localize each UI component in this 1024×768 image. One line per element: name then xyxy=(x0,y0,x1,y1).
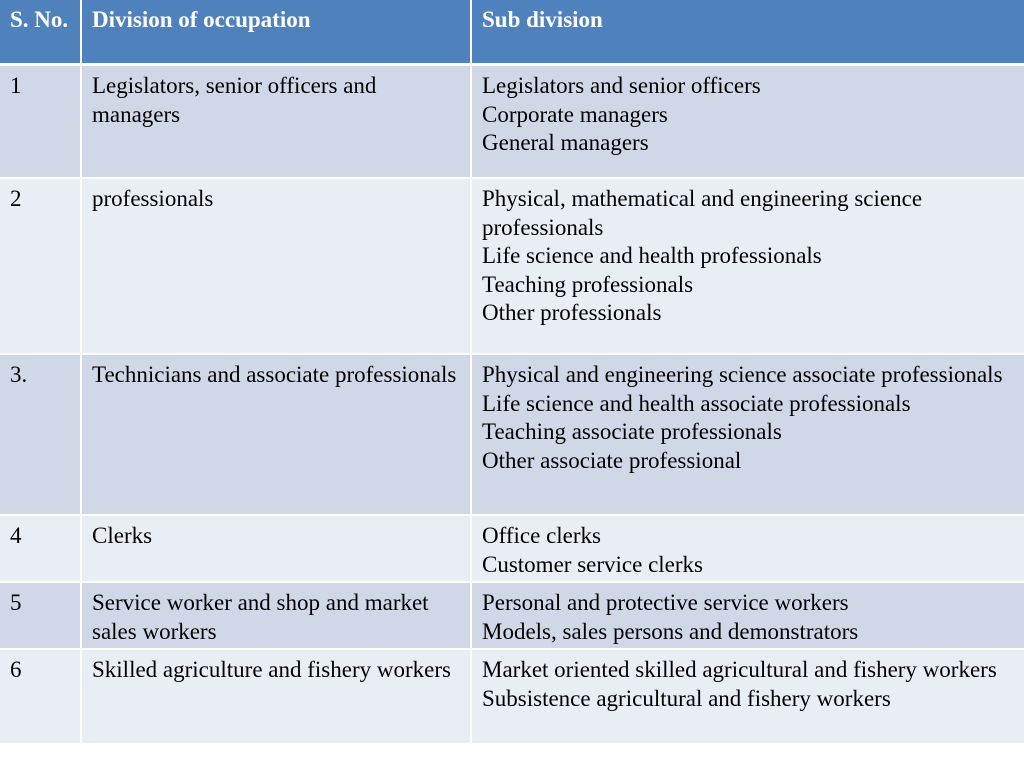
row-3-sno: 3. xyxy=(0,355,82,516)
row-3-division: Technicians and associate professionals xyxy=(82,355,472,516)
row-3-subdivision xyxy=(472,355,1024,516)
row-1-sno: 1 xyxy=(0,66,82,179)
subdivision-item: Office clerks xyxy=(482,523,601,548)
header-division: Division of occupation xyxy=(82,0,472,66)
row-6-sno: 6 xyxy=(0,650,82,745)
header-subdivision: Sub division xyxy=(472,0,1024,66)
row-6-subdivision xyxy=(472,650,1024,745)
subdivision-item: Subsistence agricultural and fishery workers xyxy=(482,685,891,711)
row-6-division: Skilled agriculture and fishery workers xyxy=(82,650,472,745)
subdivision-item: Market oriented skilled agricultural and fishery workers xyxy=(482,657,997,682)
subdivision-item: Teaching associate professionals xyxy=(482,419,782,444)
subdivision-item: Legislators and senior officers xyxy=(482,73,761,98)
row-1-division: Legislators, senior officers and managers xyxy=(82,66,472,179)
row-4-sno: 4 xyxy=(0,516,82,583)
row-4-subdivision xyxy=(472,516,1024,583)
subdivision-item: Models, sales persons and demonstrators xyxy=(482,618,859,644)
row-5-sno: 5 xyxy=(0,583,82,650)
subdivision-item: Personal and protective service workers xyxy=(482,590,849,615)
subdivision-item: Other associate professional xyxy=(482,447,742,473)
header-sno: S. No. xyxy=(0,0,82,66)
row-2-division: professionals xyxy=(82,179,472,355)
row-2-sno: 2 xyxy=(0,179,82,355)
row-5-division: Service worker and shop and market sales workers xyxy=(82,583,472,650)
subdivision-item: Teaching professionals xyxy=(482,271,694,297)
row-5-subdivision xyxy=(472,583,1024,650)
row-4-division: Clerks xyxy=(82,516,472,583)
subdivision-item: Customer service clerks xyxy=(482,551,703,577)
row-2-subdivision xyxy=(472,179,1024,355)
row-1-subdivision xyxy=(472,66,1024,179)
subdivision-item: Life science and health associate professionals xyxy=(482,390,911,416)
subdivision-item: General managers xyxy=(482,130,649,155)
subdivision-item: Life science and health professionals xyxy=(482,243,822,268)
subdivision-item: Corporate managers xyxy=(482,101,668,127)
subdivision-item: Physical and engineering science associate professionals xyxy=(482,362,1003,387)
subdivision-item: Physical, mathematical and engineering science professionals xyxy=(482,186,923,240)
subdivision-item: Other professionals xyxy=(482,300,662,325)
